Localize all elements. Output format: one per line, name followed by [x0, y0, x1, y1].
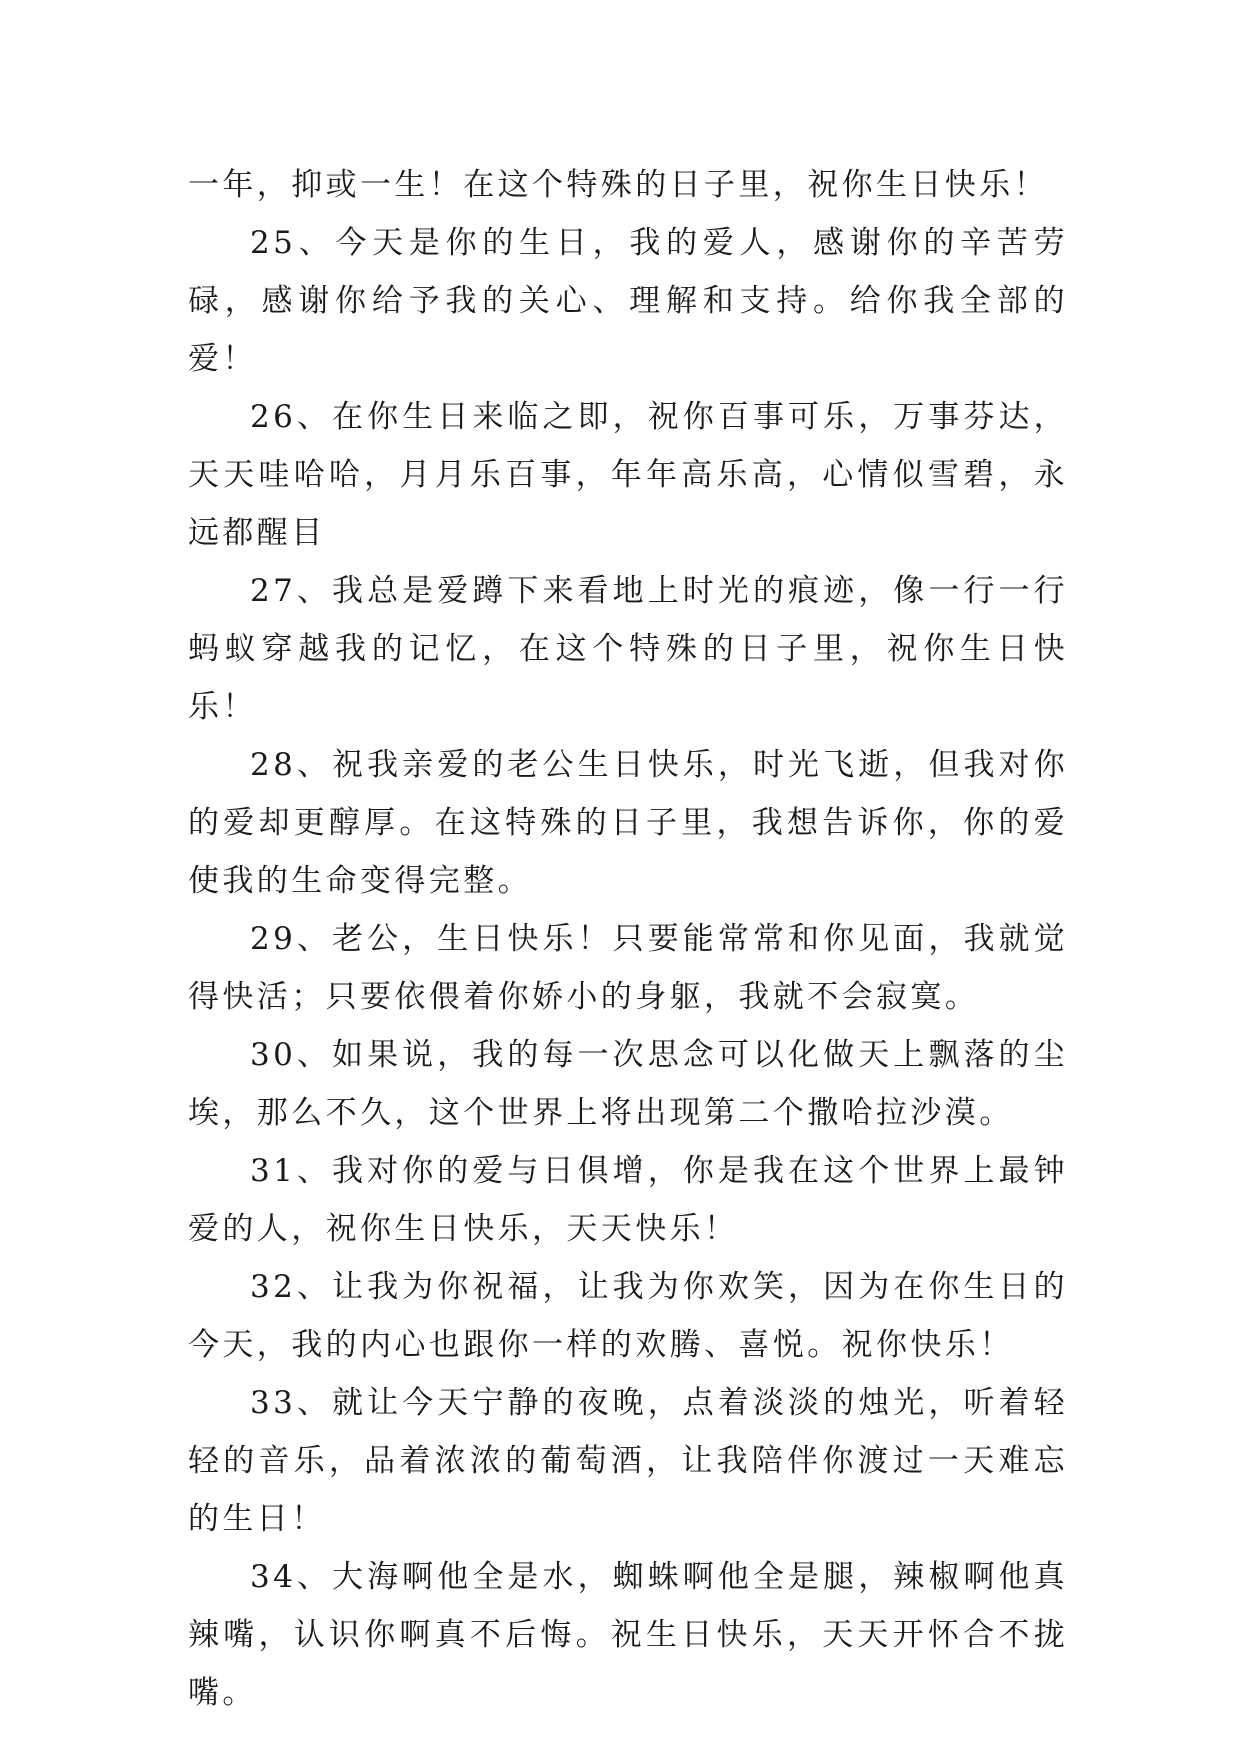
- paragraph-33: 33、就让今天宁静的夜晚，点着淡淡的烛光，听着轻轻的音乐，品着浓浓的葡萄酒，让我陪伴你渡过一天难忘的生日！: [188, 1385, 1068, 1537]
- paragraph-continuation: 一年，抑或一生！在这个特殊的日子里，祝你生日快乐！: [188, 167, 1048, 203]
- paragraph-28: 28、祝我亲爱的老公生日快乐，时光飞逝，但我对你的爱却更醇厚。在这特殊的日子里，我想告诉你，你的爱使我的生命变得完整。: [188, 747, 1068, 899]
- paragraph-32: 32、让我为你祝福，让我为你欢笑，因为在你生日的今天，我的内心也跟你一样的欢腾、喜悦。祝你快乐！: [188, 1269, 1068, 1363]
- paragraph-26: 26、在你生日来临之即，祝你百事可乐，万事芬达，天天哇哈哈，月月乐百事，年年高乐高，心情似雪碧，永远都醒目: [188, 399, 1068, 551]
- paragraph-25: 25、今天是你的生日，我的爱人，感谢你的辛苦劳碌，感谢你给予我的关心、理解和支持。给你我全部的爱！: [188, 225, 1068, 377]
- paragraph-31: 31、我对你的爱与日俱增，你是我在这个世界上最钟爱的人，祝你生日快乐，天天快乐！: [188, 1153, 1068, 1247]
- paragraph-30: 30、如果说，我的每一次思念可以化做天上飘落的尘埃，那么不久，这个世界上将出现第二个撒哈拉沙漠。: [188, 1037, 1068, 1131]
- document-body: [188, 156, 1068, 1722]
- paragraph-27: 27、我总是爱蹲下来看地上时光的痕迹，像一行一行蚂蚁穿越我的记忆，在这个特殊的日子里，祝你生日快乐！: [188, 573, 1068, 725]
- paragraph-29: 29、老公，生日快乐！只要能常常和你见面，我就觉得快活；只要依偎着你娇小的身躯，我就不会寂寞。: [188, 921, 1068, 1015]
- paragraph-34: 34、大海啊他全是水，蜘蛛啊他全是腿，辣椒啊他真辣嘴，认识你啊真不后悔。祝生日快乐，天天开怀合不拢嘴。: [188, 1559, 1068, 1711]
